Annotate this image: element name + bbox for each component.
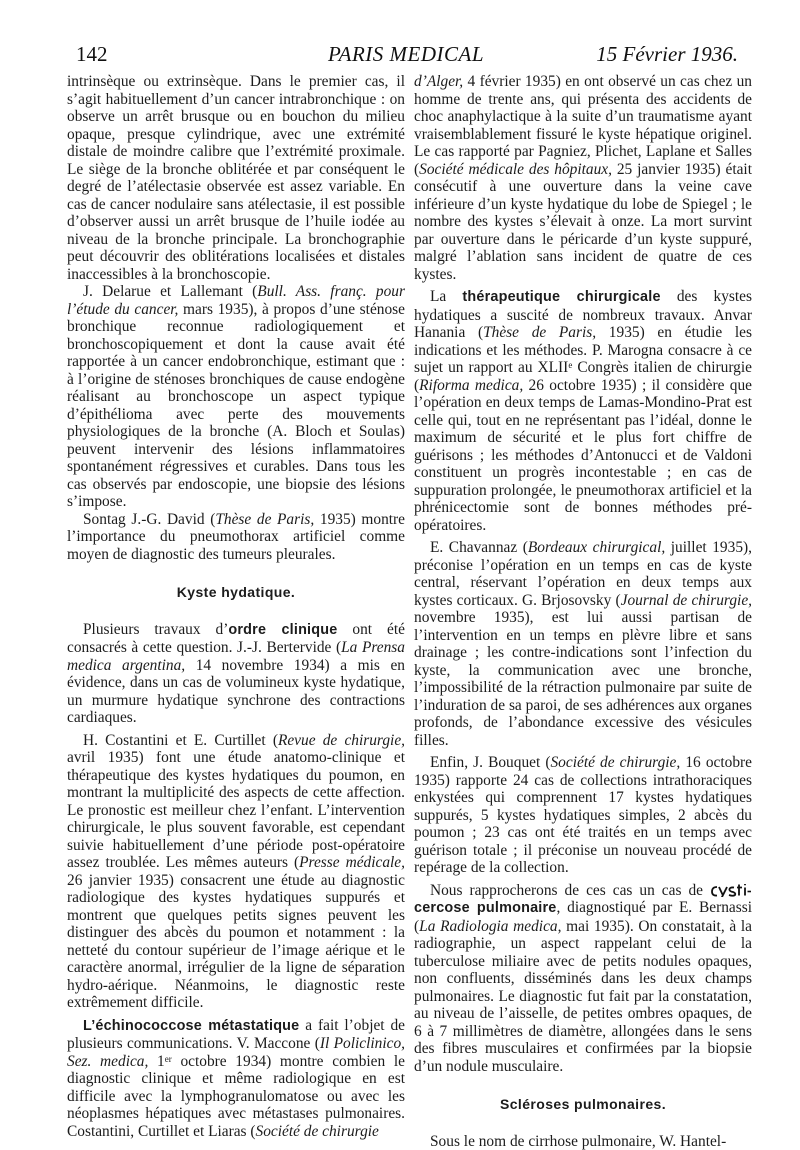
paragraph-alger: d’Alger, 4 février 1935) en ont observé un cas chez un homme de trente ans, qui présenta des accidents de choc anaphylactique à la suite d’un traumatisme ayant vraisemblablement fissuré le kyste hépatique originel. Le cas rapporté par Pagniez, Plichet, Laplane et Salles (Société médicale des hôpitaux, 25 janvier 1935) était consécutif à une ouverture dans la veine cave inférieure d’un kyste hydatique du lobe de Spiegel ; le nombre des kystes s’élevait à onze. La mort survint par ouverture dans le péricarde d’un kyste suppuré, malgré l’ablation sans incident de quatre de ces kystes. [414, 73, 752, 283]
paragraph-sontag: Sontag J.-G. David (Thèse de Paris, 1935) montre l’importance du pneumothorax artificiel comme moyen de diagnostic des tumeurs pleurales. [67, 511, 405, 564]
section-heading-scleroses: Scléroses pulmonaires. [414, 1096, 752, 1114]
paragraph-cysticercose: Nous rapprocherons de ces cas un cas de cercose pulmonaire, diagnostiqué par E. Bernassi (La Radiologia medica, mai 1935). On constatait, à la radiographie, un aspect rappelant celui de la tuberculose miliaire avec de petits nodules opaques, non confluents, disséminés dans les deux champs pulmonaires. Le diagnostic fut fait par la constatation, au niveau de l’aisselle, de petites ombres opaques, de 6 à 7 millimètres de diamètre, allongées dans le sens des fibres musculaires et confirmées par la biopsie d’un nodule musculaire. [414, 882, 752, 1076]
paragraph-costantini: H. Costantini et E. Curtillet (Revue de chirurgie, avril 1935) font une étude anatomo-clinique et thérapeutique des kystes hydatiques du poumon, en montrant la multiplicité des aspects de cette affection. Le pronostic est meilleur chez l’enfant. L’intervention chirurgicale, le plus souvent favorable, est cependant suivie habituellement d’une période post-opératoire assez troublée. Les mêmes auteurs (Presse médicale, 26 janvier 1935) consacrent une étude au diagnostic radiologique des kystes hydatiques suppurés et montrent que quelques petits signes peuvent les distinguer des abcès du poumon et notamment : la netteté du contour supérieur de l’image aérique et le caractère anormal, irrégulier de la ligne de séparation hydro-aérique. Néanmoins, le diagnostic reste extrêmement difficile. [67, 732, 405, 1012]
section-heading-kyste: Kyste hydatique. [67, 584, 405, 602]
paragraph-bertervide: Plusieurs travaux d’ordre clinique ont été consacrés à cette question. J.-J. Bertervide (La Prensa medica argentina, 14 novembre 1934) a mis en évidence, dans un cas de volumineux kyste hydatique, un murmure hydatique synchrone des contractions cardiaques. [67, 621, 405, 727]
issue-date: 15 Février 1936. [596, 42, 738, 67]
paragraph-bronchography: intrinsèque ou extrinsèque. Dans le premier cas, il s’agit habituellement d’un cancer intrabronchique : on observe un arrêt brusque ou en bouchon du milieu opaque, presque cylindrique, avec une extrémité distale de moindre calibre que l’extrémité proximale. Le siège de la bronche oblitérée et par conséquent le degré de l’atélectasie observée est assez variable. En cas de cancer nodulaire sans atélectasie, il est possible d’observer aussi un arrêt brusque de l’huile iodée au niveau de la bronche principale. La bronchographie peut découvrir des oblitérations localisées et distales inaccessibles à la bronchoscopie. [67, 73, 405, 283]
right-column [414, 73, 752, 1150]
left-column [67, 73, 405, 1140]
cysti-word-mark [710, 883, 752, 897]
page-number: 142 [76, 42, 108, 67]
paragraph-therapeutique: La thérapeutique chirurgicale des kystes hydatiques a suscité de nombreux travaux. Anvar Hanania (Thèse de Paris, 1935) en étudie les indications et les méthodes. P. Marogna consacre à ce sujet un rapport au XLIIe Congrès italien de chirurgie (Riforma medica, 26 octobre 1935) ; il considère que l’opération en deux temps de Lamas-Mondino-Prat est celle qui, tout en ne représentant pas l’idéal, donne le maximum de sécurité et le plus fort chiffre de guérisons ; les méthodes d’Antonucci et de Valdoni constituent un progrès incontestable ; en cas de suppuration prolongée, le pneumothorax artificiel et la phrénicectomie sont de bonnes méthodes pré-opératoires. [414, 288, 752, 534]
paragraph-chavannaz: E. Chavannaz (Bordeaux chirurgical, juillet 1935), préconise l’opération en un temps en cas de kyste central, réservant l’opération en deux temps aux kystes corticaux. G. Brjosovsky (Journal de chirurgie, novembre 1935), est lui aussi partisan de l’intervention en un temps en plèvre libre et sans drainage ; les contre-indications sont l’infection du kyste, la communication avec une bronche, l’impossibilité de la rétraction pulmonaire par suite de l’induration de sa paroi, de ses adhérences aux organes profonds, de l’abondance excessive des vésicules filles. [414, 539, 752, 749]
paragraph-delarue: J. Delarue et Lallemant (Bull. Ass. franç. pour l’étude du cancer, mars 1935), à propos d’une sténose bronchique reconnue radiologiquement et bronchoscopiquement et dont la cause avait été rapportée à un cancer endobronchique, estimant que : à l’origine de sténoses bronchiques de cause endogène réalisant au bronchoscope un aspect typique d’épithélioma avec perte des mouvements physiologiques de la bronche (A. Bloch et Soulas) peuvent intervenir des lésions inflammatoires spontanément régressives et curables. Dans tous les cas observés par endoscopie, une biopsie des lésions s’impose. [67, 283, 405, 511]
paragraph-echinococcose: L’échinococcose métastatique a fait l’objet de plusieurs communications. V. Maccone (Il Policlinico, Sez. medica, 1er octobre 1934) montre combien le diagnostic clinique et même radiologique en est difficile avec la lymphogranulomatose ou avec les néoplasmes hépatiques avec métastases pulmonaires. Costantini, Curtillet et Liaras (Société de chirurgie [67, 1017, 405, 1141]
journal-title: PARIS MEDICAL [328, 42, 484, 67]
paragraph-bouquet: Enfin, J. Bouquet (Société de chirurgie, 16 octobre 1935) rapporte 24 cas de collections intrathoraciques enkystées qui comprennent 17 kystes hydatiques suppurés, 5 kystes hydatiques simples, 2 abcès du poumon ; 23 cas ont été traités en un temps avec guérison totale ; il préconise un nouveau procédé de repérage de la collection. [414, 754, 752, 877]
paragraph-hantel: Sous le nom de cirrhose pulmonaire, W. Hantel- [414, 1133, 752, 1150]
